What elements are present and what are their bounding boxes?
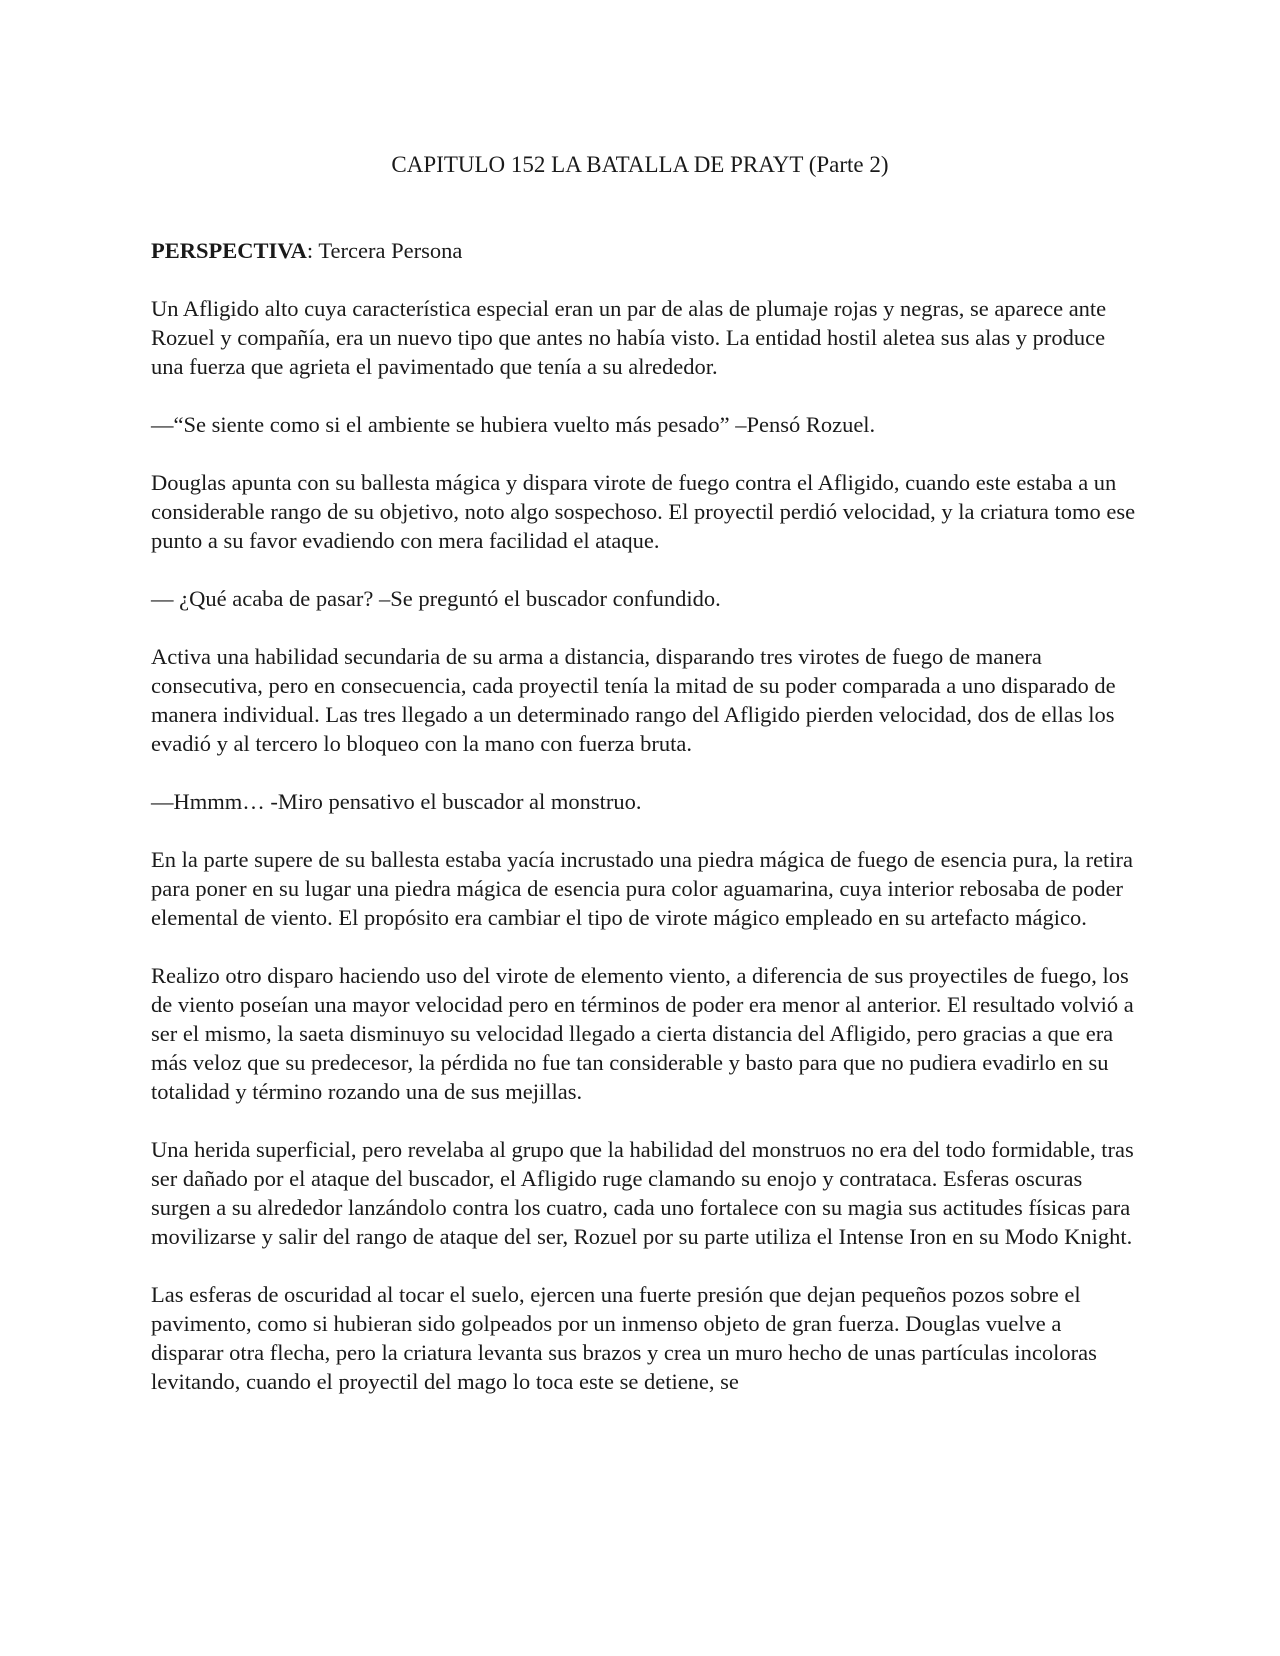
perspective-value: : Tercera Persona bbox=[306, 238, 463, 263]
paragraph: Realizo otro disparo haciendo uso del virote de elemento viento, a diferencia de sus proyectiles de fuego, los de viento poseían una mayor velocidad pero en términos de poder era menor al anterior. El resultado volvió a ser el mismo, la saeta disminuyo su velocidad llegado a cierta distancia del Afligido, pero gracias a que era más veloz que su predecesor, la pérdida no fue tan considerable y basto para que no pudiera evadirlo en su totalidad y término rozando una de sus mejillas. bbox=[151, 963, 1134, 1104]
paragraph: —Hmmm… -Miro pensativo el buscador al monstruo. bbox=[151, 789, 642, 814]
paragraph: Las esferas de oscuridad al tocar el suelo, ejercen una fuerte presión que dejan pequeños pozos sobre el pavimento, como si hubieran sido golpeados por un inmenso objeto de gran fuerza. Douglas vuelve a disparar otra flecha, pero la criatura levanta sus brazos y crea un muro hecho de unas partículas incoloras levitando, cuando el proyectil del mago lo toca este se detiene, se bbox=[151, 1282, 1097, 1394]
page-title: CAPITULO 152 LA BATALLA DE PRAYT (Parte 2) bbox=[391, 152, 889, 177]
paragraph: Douglas apunta con su ballesta mágica y dispara virote de fuego contra el Afligido, cuando este estaba a un considerable rango de su objetivo, noto algo sospechoso. El proyectil perdió velocidad, y la criatura tomo ese punto a su favor evadiendo con mera facilidad el ataque. bbox=[151, 470, 1136, 553]
paragraph: Una herida superficial, pero revelaba al grupo que la habilidad del monstruos no era del todo formidable, tras ser dañado por el ataque del buscador, el Afligido ruge clamando su enojo y contrataca. Esferas oscuras surgen a su alrededor lanzándolo contra los cuatro, cada uno fortalece con su magia sus actitudes físicas para movilizarse y salir del rango de ataque del ser, Rozuel por su parte utiliza el Intense Iron en su Modo Knight. bbox=[151, 1137, 1134, 1249]
paragraph: —“Se siente como si el ambiente se hubiera vuelto más pesado” –Pensó Rozuel. bbox=[151, 412, 876, 437]
document-body bbox=[151, 236, 1139, 1425]
paragraph: Activa una habilidad secundaria de su arma a distancia, disparando tres virotes de fuego de manera consecutiva, pero en consecuencia, cada proyectil tenía la mitad de su poder comparada a uno disparado de manera individual. Las tres llegado a un determinado rango del Afligido pierden velocidad, dos de ellas los evadió y al tercero lo bloqueo con la mano con fuerza bruta. bbox=[151, 644, 1116, 756]
paragraph: Un Afligido alto cuya característica especial eran un par de alas de plumaje rojas y negras, se aparece ante Rozuel y compañía, era un nuevo tipo que antes no había visto. La entidad hostil aletea sus alas y produce una fuerza que agrieta el pavimentado que tenía a su alrededor. bbox=[151, 296, 1107, 379]
paragraph: — ¿Qué acaba de pasar? –Se preguntó el buscador confundido. bbox=[151, 586, 721, 611]
perspective-label: PERSPECTIVA bbox=[151, 238, 307, 263]
perspective-line bbox=[151, 236, 1139, 265]
paragraph: En la parte supere de su ballesta estaba yacía incrustado una piedra mágica de fuego de esencia pura, la retira para poner en su lugar una piedra mágica de esencia pura color aguamarina, cuya interior rebosaba de poder elemental de viento. El propósito era cambiar el tipo de virote mágico empleado en su artefacto mágico. bbox=[151, 847, 1134, 930]
